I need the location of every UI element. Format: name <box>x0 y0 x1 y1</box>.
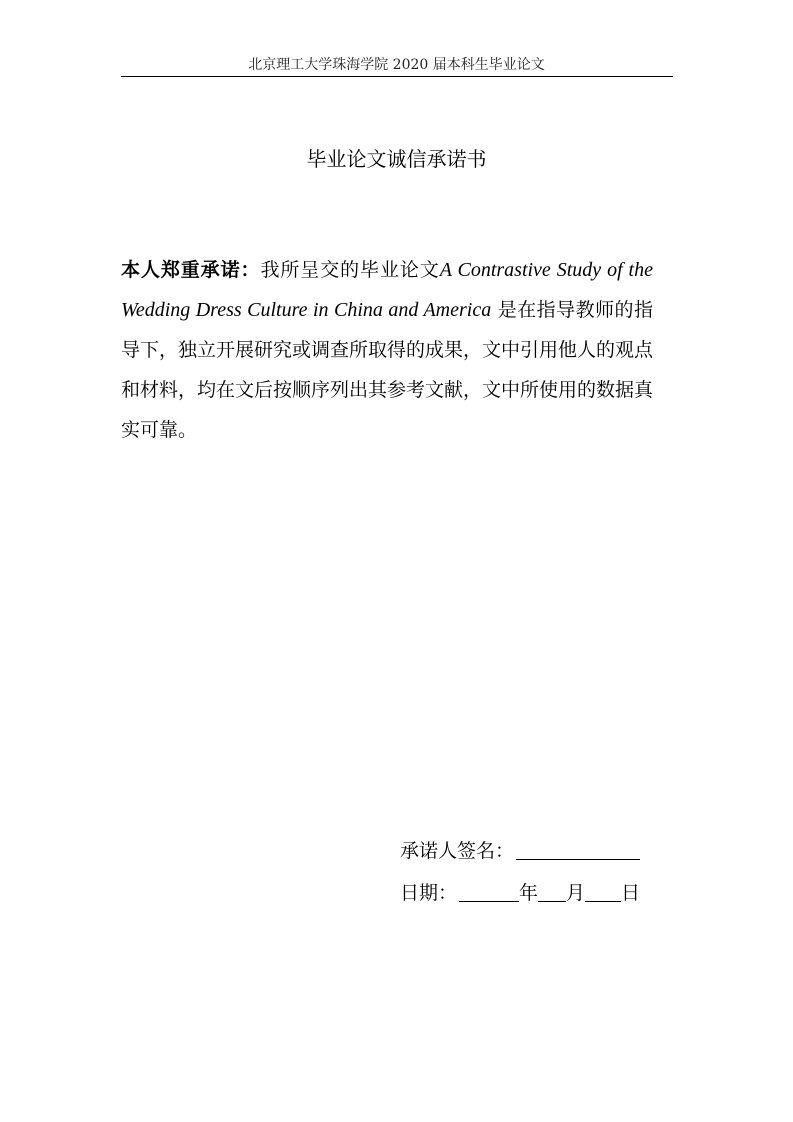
statement-lead: 本人郑重承诺： <box>121 259 261 281</box>
page-title: 毕业论文诚信承诺书 <box>306 147 487 171</box>
statement-text-before-title: 我所呈交的毕业论文 <box>260 259 440 281</box>
statement-text-after-title: 是在指导教师的指导下，独立开展研究或调查所取得的成果，文中引用他人的观点和材料，均在文后按顺序列出其参考文献，文中所使用的数据真实可靠。 <box>121 299 654 441</box>
running-header: 北京理工大学珠海学院 2020 届本科生毕业论文 <box>248 57 545 73</box>
date-year-field[interactable] <box>459 881 519 902</box>
date-year-unit: 年 <box>519 882 539 904</box>
date-line <box>400 880 640 906</box>
date-month-field[interactable] <box>538 881 566 902</box>
date-label: 日期： <box>400 882 458 904</box>
header-divider <box>121 76 673 77</box>
date-day-field[interactable] <box>585 881 621 902</box>
signature-field[interactable] <box>516 839 640 860</box>
date-month-unit: 月 <box>566 882 586 904</box>
integrity-statement <box>121 250 653 450</box>
signature-line <box>400 838 640 864</box>
date-day-unit: 日 <box>621 882 641 904</box>
thesis-title: A Contrastive Study of the Wedding Dress Culture in China and America <box>121 259 653 321</box>
signature-label: 承诺人签名： <box>400 840 515 862</box>
